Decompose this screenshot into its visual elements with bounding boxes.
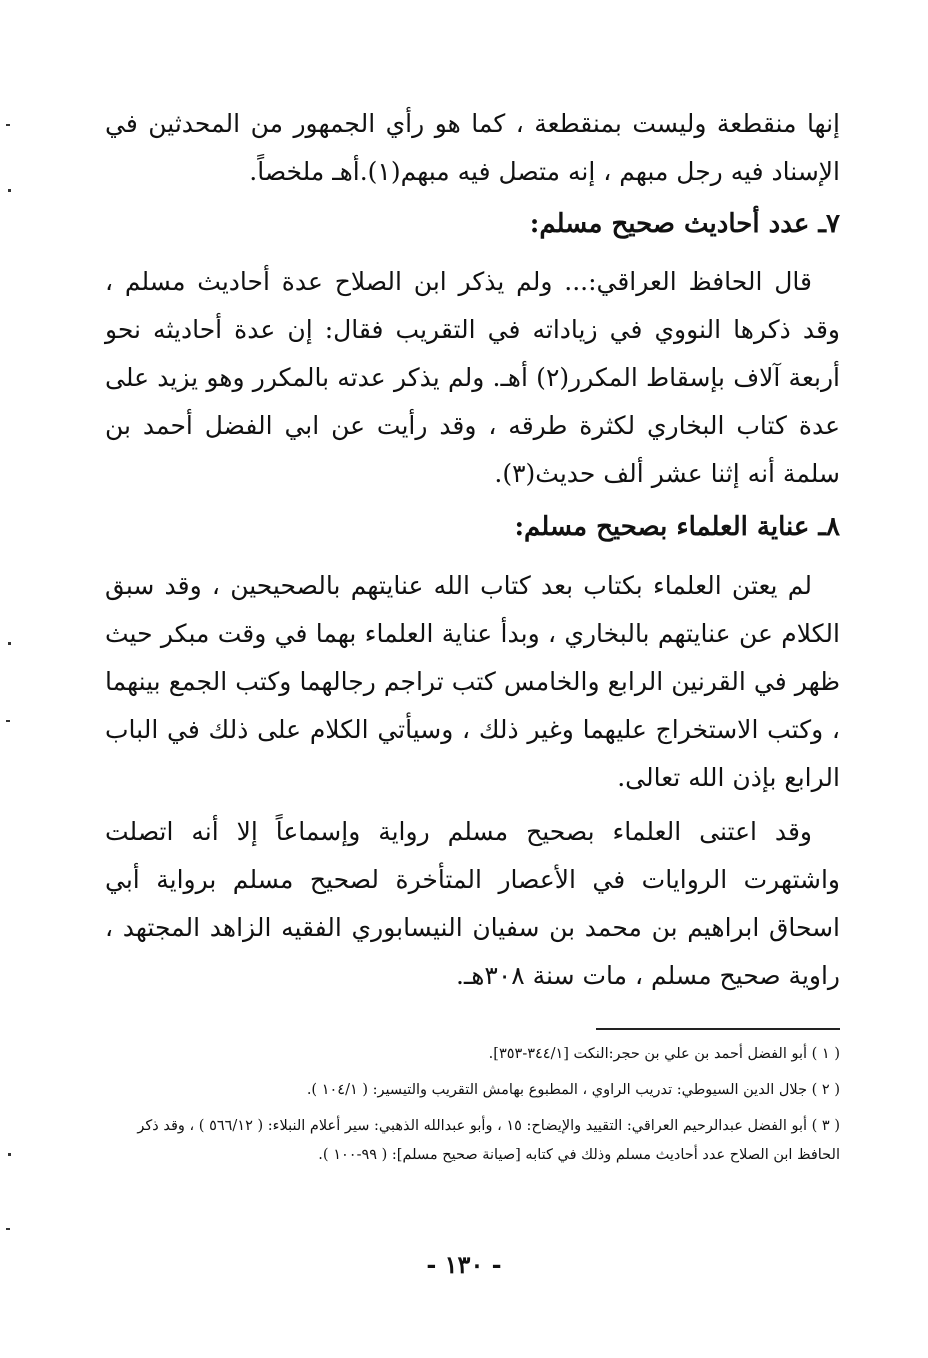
scan-mark: [6, 720, 10, 722]
footnotes: [105, 1040, 840, 1170]
scan-mark: [8, 189, 11, 192]
section-8-paragraph-2: [105, 808, 840, 1000]
section-8-heading: ٨ـ عناية العلماء بصحيح مسلم:: [514, 512, 840, 542]
section-8-text-1: لم يعتن العلماء بكتاب بعد كتاب الله عنايتهم بالصحيحين ، وقد سبق الكلام عن عنايتهم بالبخاري ، وبدأ عناية العلماء بهما في وقت مبكر حيث ظهر في القرنين الرابع والخامس كتب تراجم رجالهما وكتب الجمع بينهما ، وكتب الاستخراج عليهما وغير ذلك ، وسيأتي الكلام على ذلك في الباب الرابع بإذن الله تعالى.: [105, 571, 840, 792]
footnote-3: ( ٣ ) أبو الفضل عبدالرحيم العراقي: التقييد والإيضاح: ١٥ ، وأبو عبدالله الذهبي: سير أعلام النبلاء: ( ٥٦٦/١٢ ) ، وقد ذكر الحافظ ابن الصلاح عدد أحاديث مسلم وذلك في كتابه [صيانة صحيح مسلم]: ( ٩٩-١٠٠ ).: [137, 1118, 840, 1163]
footnote-2: ( ٢ ) جلال الدين السيوطي: تدريب الراوي ، المطبوع بهامش التقريب والتيسير: ( ١٠٤/١ ).: [306, 1082, 840, 1098]
page-number: - ١٣٠ -: [426, 1250, 502, 1279]
scan-mark: [6, 124, 10, 126]
section-7-heading: ٧ـ عدد أحاديث صحيح مسلم:: [529, 209, 840, 239]
section-8-paragraph-1: [105, 562, 840, 802]
section-7-paragraph: [105, 258, 840, 498]
intro-text: إنها منقطعة وليست بمنقطعة ، كما هو رأي الجمهور من المحدثين في الإسناد فيه رجل مبهم ، إنه متصل فيه مبهم(١).أهـ ملخصاً.: [105, 109, 840, 186]
section-8-text-2: وقد اعتنى العلماء بصحيح مسلم رواية وإسماعاً إلا أنه اتصلت واشتهرت الروايات في الأعصار المتأخرة لصحيح مسلم برواية أبي اسحاق ابراهيم بن محمد بن سفيان النيسابوري الفقيه الزاهد المجتهد ، راوية صحيح مسلم ، مات سنة ٣٠٨هـ.: [105, 817, 840, 990]
scan-mark: [6, 1228, 10, 1230]
footnote-1: ( ١ ) أبو الفضل أحمد بن علي بن حجر:النكت [٣٤٤/١-٣٥٣].: [488, 1046, 840, 1062]
section-7-text: قال الحافظ العراقي:... ولم يذكر ابن الصلاح عدة أحاديث مسلم ، وقد ذكرها النووي في زياداته في التقريب فقال: إن عدة أحاديثه نحو أربعة آلاف بإسقاط المكرر(٢) أهـ. ولم يذكر عدته بالمكرر وهو يزيد على عدة كتاب البخاري لكثرة طرقه ، وقد رأيت عن ابي الفضل أحمد بن سلمة أنه إثنا عشر ألف حديث(٣).: [105, 267, 841, 488]
footnote-divider: [596, 1028, 840, 1030]
intro-paragraph: [105, 100, 840, 196]
scan-mark: [8, 642, 11, 645]
scan-mark: [8, 1153, 11, 1156]
